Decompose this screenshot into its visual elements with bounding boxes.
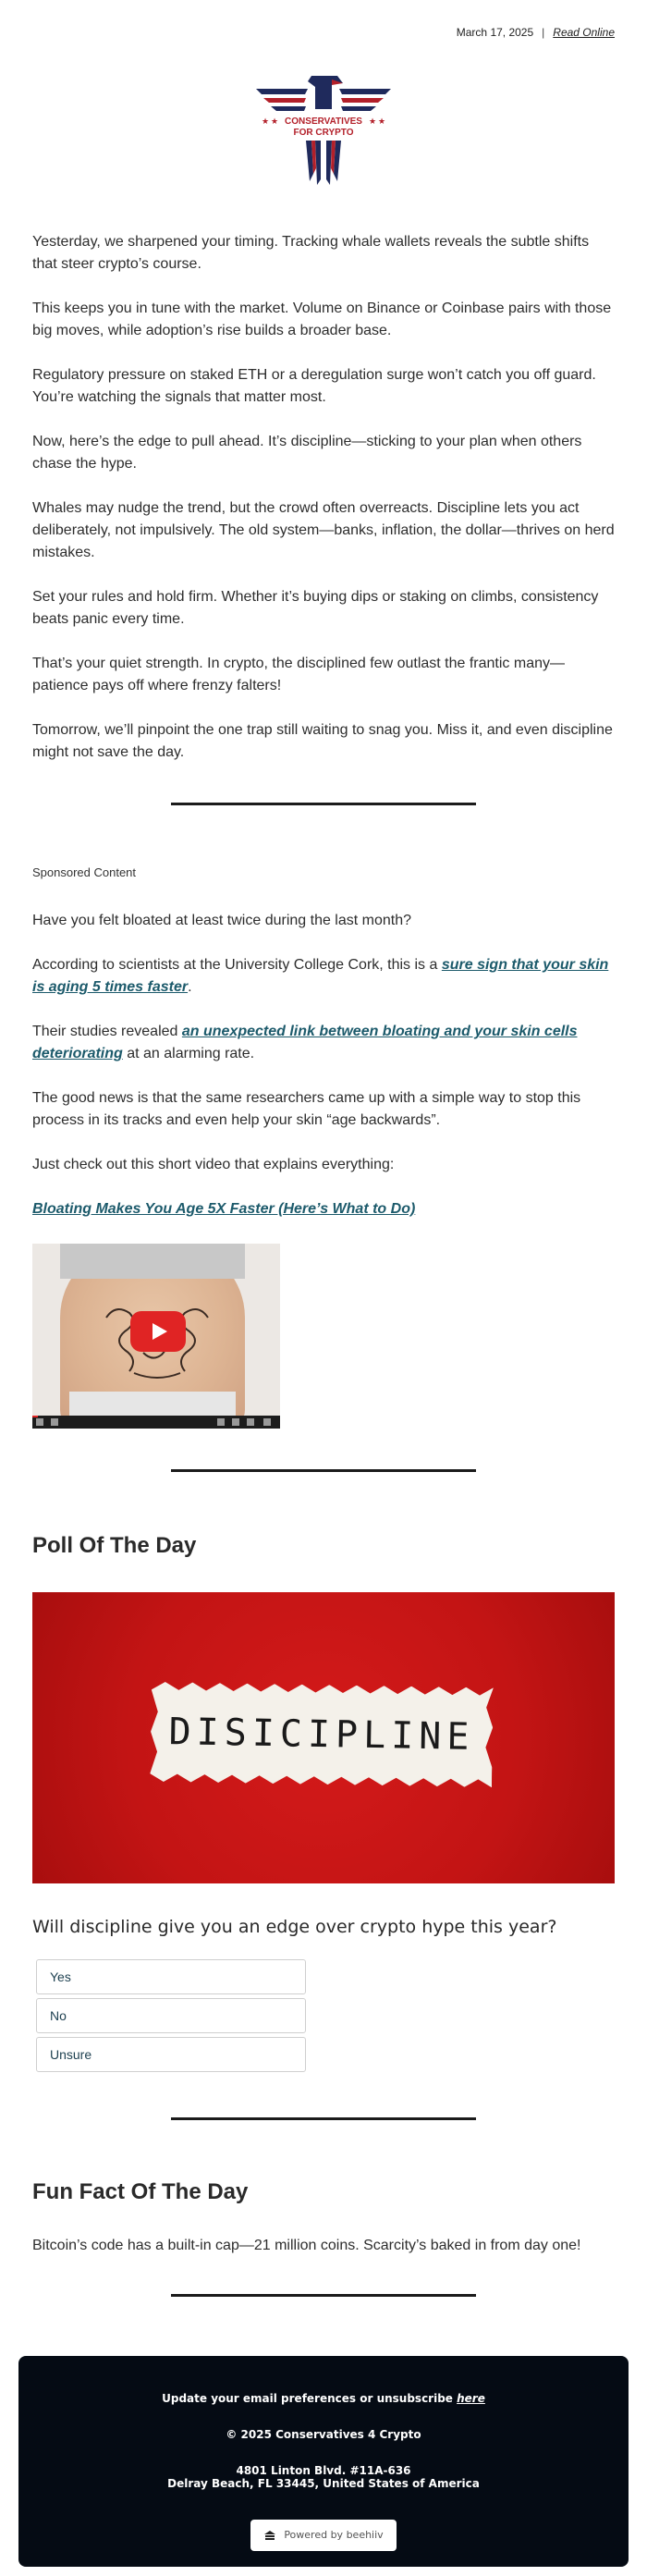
svg-text:CONSERVATIVES: CONSERVATIVES: [285, 117, 362, 127]
svg-text:★: ★: [271, 117, 279, 127]
video-title-link[interactable]: Bloating Makes You Age 5X Faster (Here’s What to Do): [32, 1201, 416, 1217]
header-separator: |: [542, 26, 545, 39]
article-paragraph: Yesterday, we sharpened your timing. Tracking whale wallets reveals the subtle shifts that steer crypto’s course.: [32, 234, 590, 272]
powered-by-beehiiv-badge[interactable]: [250, 2520, 397, 2551]
copyright: © 2025 Conservatives 4 Crypto: [226, 2428, 421, 2441]
sponsored-body: [32, 910, 615, 1243]
beehiiv-icon: [263, 2530, 276, 2541]
article-paragraph: This keeps you in tune with the market. Volume on Binance or Coinbase pairs with those big moves, while adoption’s rise builds a broader base.: [32, 301, 612, 338]
article-paragraph: Now, here’s the edge to pull ahead. It’s discipline—sticking to your plan when others chase the hype.: [32, 434, 582, 472]
skin-aging-link[interactable]: sure sign that your skin is aging 5 times faster: [32, 957, 609, 995]
fullscreen-icon[interactable]: [263, 1418, 271, 1426]
video-title-paragraph: [32, 1198, 615, 1221]
poll-image: [32, 1592, 615, 1883]
article-paragraph: Set your rules and hold firm. Whether it’s buying dips or staking on climbs, consistency beats panic every time.: [32, 589, 599, 627]
header-bar: [457, 26, 615, 39]
unsubscribe-link[interactable]: here: [457, 2392, 485, 2405]
sponsored-text: at an alarming rate.: [122, 1046, 255, 1061]
svg-text:★: ★: [378, 117, 386, 127]
footer: [18, 2356, 629, 2567]
video-thumbnail[interactable]: [32, 1244, 280, 1429]
section-divider: [171, 2294, 476, 2297]
bloating-link[interactable]: an unexpected link between bloating and your skin cells deteriorating: [32, 1024, 578, 1061]
sponsored-text: Their studies revealed: [32, 1024, 182, 1039]
poll-question: Will discipline give you an edge over crypto hype this year?: [32, 1917, 557, 1937]
issue-date: March 17, 2025: [456, 26, 534, 39]
sponsored-paragraph: Have you felt bloated at least twice during the last month?: [32, 913, 412, 928]
play-control-icon[interactable]: [36, 1418, 43, 1426]
play-button-icon[interactable]: [130, 1311, 186, 1352]
section-divider: [171, 803, 476, 805]
conservatives-for-crypto-logo[interactable]: [254, 72, 393, 185]
settings-icon[interactable]: [217, 1418, 225, 1426]
svg-text:★: ★: [262, 117, 270, 127]
read-online-link[interactable]: Read Online: [553, 26, 615, 39]
fun-fact-body: [32, 2235, 615, 2279]
sponsored-section: [32, 865, 615, 879]
sponsored-paragraph: The good news is that the same researchers came up with a simple way to stop this process in its tracks and even help your skin “age backwards”.: [32, 1090, 581, 1128]
sponsored-text: According to scientists at the University College Cork, this is a: [32, 957, 442, 973]
preferences-line: [18, 2392, 629, 2405]
thumbnail-shirt: [60, 1244, 245, 1279]
discipline-word: DISICIPLINE: [168, 1711, 475, 1759]
fun-fact-heading: Fun Fact Of The Day: [32, 2179, 249, 2204]
svg-text:★: ★: [369, 117, 377, 127]
captions-icon[interactable]: [232, 1418, 239, 1426]
svg-text:FOR CRYPTO: FOR CRYPTO: [293, 128, 354, 138]
powered-by-text: Powered by beehiiv: [284, 2529, 384, 2541]
article-paragraph: That’s your quiet strength. In crypto, the disciplined few outlast the frantic many—patience pays off where frenzy falters!: [32, 656, 565, 693]
video-progress: [32, 1416, 38, 1417]
address-line-2: Delray Beach, FL 33445, United States of America: [167, 2477, 480, 2490]
poll-option-yes[interactable]: Yes: [36, 1959, 306, 1994]
volume-icon[interactable]: [51, 1418, 58, 1426]
article-body: [32, 231, 615, 786]
sponsored-paragraph: [32, 954, 615, 999]
preferences-text: Update your email preferences or unsubscribe: [162, 2392, 458, 2405]
poll-option-unsure[interactable]: Unsure: [36, 2037, 306, 2072]
video-controls-bar[interactable]: [32, 1416, 280, 1429]
section-divider: [171, 2117, 476, 2120]
poll-option-no[interactable]: No: [36, 1998, 306, 2033]
section-divider: [171, 1469, 476, 1472]
sponsored-paragraph: [32, 1021, 615, 1065]
sponsored-paragraph: Just check out this short video that explains everything:: [32, 1157, 395, 1172]
eagle-logo-icon: [254, 72, 393, 185]
article-paragraph: Regulatory pressure on staked ETH or a deregulation surge won’t catch you off guard. You’re watching the signals that matter most.: [32, 367, 596, 405]
sponsored-text: .: [188, 979, 192, 995]
poll-heading: Poll Of The Day: [32, 1533, 197, 1558]
fun-fact-text: Bitcoin’s code has a built-in cap—21 million coins. Scarcity’s baked in from day one!: [32, 2238, 581, 2253]
theater-icon[interactable]: [247, 1418, 254, 1426]
sponsored-tag: Sponsored Content: [32, 865, 137, 879]
address-line-1: 4801 Linton Blvd. #11A-636: [236, 2464, 411, 2477]
article-paragraph: Tomorrow, we’ll pinpoint the one trap still waiting to snag you. Miss it, and even discipline might not save the day.: [32, 722, 613, 760]
article-paragraph: Whales may nudge the trend, but the crowd often overreacts. Discipline lets you act deliberately, not impulsively. The old system—banks, inflation, the dollar—thrives on herd mistakes.: [32, 500, 615, 560]
